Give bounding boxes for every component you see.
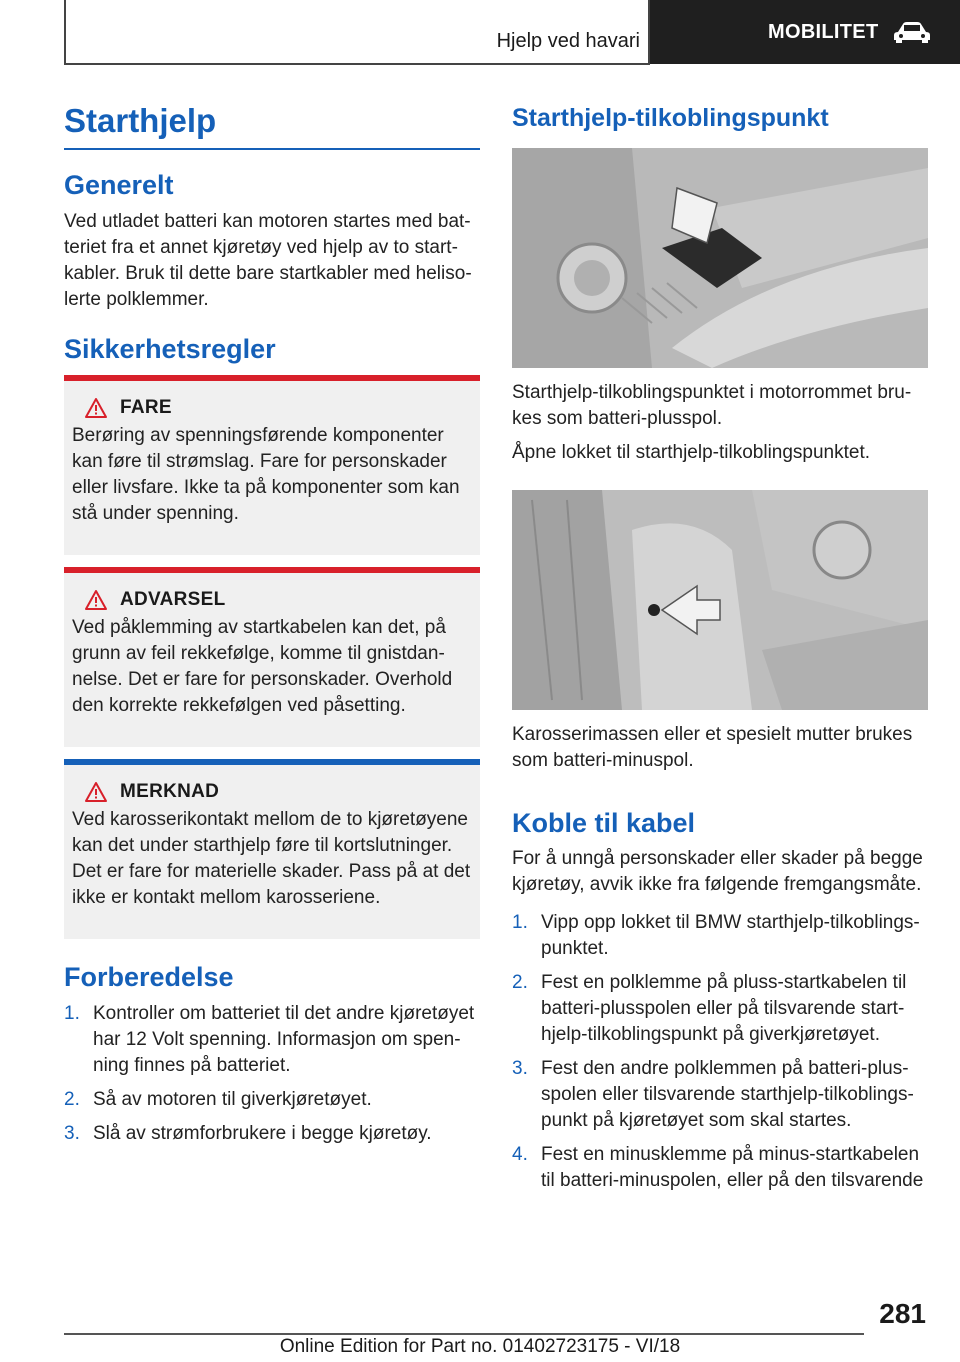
step-text: Så av motoren til giverkjøretøyet. [93,1089,372,1110]
jump-start-point-heading: Starthjelp-tilkoblingspunkt [512,104,829,132]
step-text: Slå av strømforbrukere i begge kjøretøy. [93,1123,432,1144]
list-item [512,1142,928,1194]
caption-open-cover: Åpne lokket til starthjelp-tilkoblingspunktet. [512,442,871,463]
prep-heading: Forberedelse [64,962,234,992]
engine-bay-illustration [512,148,928,368]
step-number: 1. [512,912,528,933]
connect-heading: Koble til kabel [512,808,696,838]
step-number: 2. [512,972,528,993]
connect-steps [512,910,928,1202]
warning-title: MERKNAD [120,781,220,802]
engine-bay-photo-minus [512,490,928,710]
safety-heading: Sikkerhetsregler [64,334,276,364]
section-title: Hjelp ved havari [496,30,640,52]
warning-text: Ved karosserikontakt mellom de to kjøretøyene kan det under starthjelp føre til kortslutninger. Det er fare for materielle skader. Pass på at det ikke er kontakt mellom karosseriene. [72,809,471,908]
warning-title: FARE [120,397,172,418]
list-item [512,910,928,962]
list-item [512,970,928,1048]
general-heading: Generelt [64,170,174,200]
warning-triangle-icon [84,589,108,611]
step-text: Kontroller om batteriet til det andre kjøretøyet har 12 Volt spenning. Informasjon om spenning finnes på batteriet. [93,1003,475,1076]
warning-triangle-icon [84,397,108,419]
footer-edition-text: Online Edition for Part no. 01402723175 - VI/18 [279,1336,681,1357]
warning-triangle-icon [84,781,108,803]
list-item [64,1087,480,1113]
step-text: Vipp opp lokket til BMW starthjelp-tilkoblingspunktet. [541,912,920,959]
chapter-tab[interactable] [650,0,960,64]
footer-edition [0,1336,960,1358]
warning-box-advarsel [64,567,480,747]
general-text: Ved utladet batteri kan motoren startes med batteriet fra et annet kjøretøy ved hjelp av to startkabler. Bruk til dette bare startkabler med helisolerte polklemmer. [64,211,472,310]
car-icon [892,20,932,44]
list-item [512,1056,928,1134]
engine-bay-illustration [512,490,928,710]
title-rule [64,148,480,150]
connect-intro: For å unngå personskader eller skader på begge kjøretøy, avvik ikke fra følgende fremgangsmåte. [512,848,923,895]
header-rule-bottom [64,63,650,65]
step-number: 1. [64,1003,80,1024]
step-text: Fest en polklemme på pluss-startkabelen til batteri-plusspolen eller på tilsvarende starthjelp-tilkoblingspunkt på giverkjøretøyet. [541,972,907,1045]
list-item [64,1001,480,1079]
step-number: 3. [512,1058,528,1079]
list-item [64,1121,480,1147]
caption-plus-point: Starthjelp-tilkoblingspunktet i motorrommet brukes som batteri-plusspol. [512,382,912,429]
step-text: Fest en minusklemme på minus-startkabelen til batteri-minuspolen, eller på den tilsvarende [541,1144,924,1191]
chapter-tab-label: MOBILITET [768,20,879,43]
warning-text: Berøring av spenningsførende komponenter kan føre til strømslag. Fare for personskader eller livsfare. Ikke ta på komponenter som kan stå under spenning. [72,425,460,524]
warning-text: Ved påklemming av startkabelen kan det, på grunn av feil rekkefølge, komme til gnistdannelse. Det er fare for personskader. Overhold den korrekte rekkefølgen ved påsetting. [72,617,453,716]
header-rule-left [64,0,66,64]
step-number: 2. [64,1089,80,1110]
warning-bar [64,567,480,573]
warning-bar [64,375,480,381]
warning-bar [64,759,480,765]
step-number: 4. [512,1144,528,1165]
step-number: 3. [64,1123,80,1144]
warning-box-danger [64,375,480,555]
engine-bay-photo-plus [512,148,928,368]
caption-minus-point: Karosserimassen eller et spesielt mutter brukes som batteri-minuspol. [512,724,913,771]
footer-rule [64,1333,864,1335]
warning-title: ADVARSEL [120,589,226,610]
prep-steps [64,1001,480,1155]
page-number: 281 [879,1298,926,1329]
page-title: Starthjelp [64,102,217,139]
step-text: Fest den andre polklemmen på batteri-plusspolen eller tilsvarende starthjelp-tilkoblingspunkt på kjøretøyet som skal startes. [541,1058,914,1131]
warning-box-merknad [64,759,480,939]
